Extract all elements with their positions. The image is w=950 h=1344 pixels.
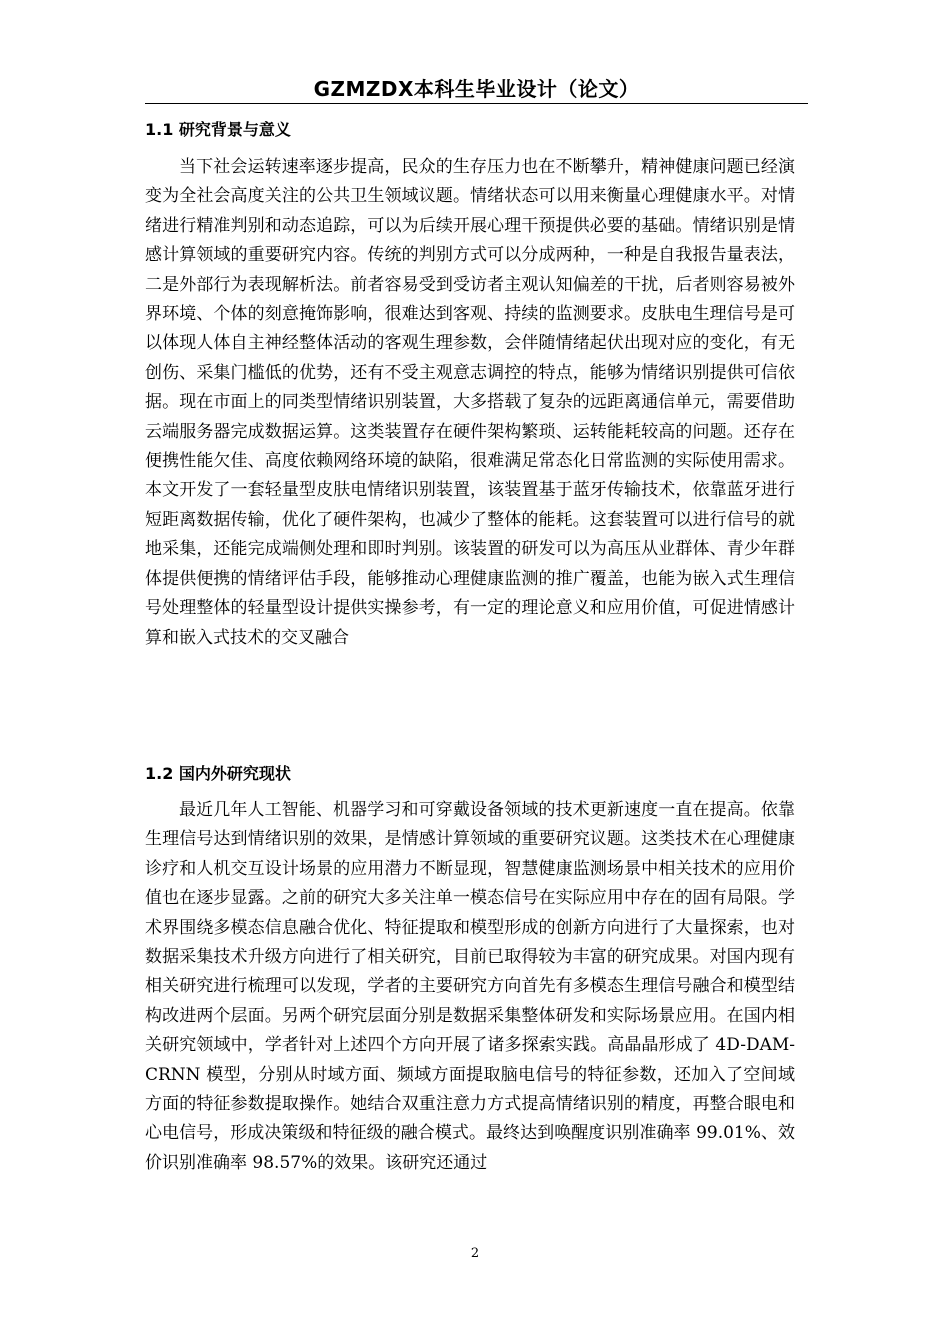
section-heading: 1.2 国内外研究现状 [145, 764, 291, 783]
header-divider [145, 103, 808, 104]
section-research-background [145, 119, 795, 653]
page-number: 2 [470, 1246, 480, 1261]
section-heading: 1.1 研究背景与意义 [145, 120, 291, 139]
section-research-status [145, 763, 795, 1178]
section-paragraph: 当下社会运转速率逐步提高，民众的生存压力也在不断攀升，精神健康问题已经演变为全社会高度关注的公共卫生领域议题。情绪状态可以用来衡量心理健康水平。对情绪进行精准判别和动态追踪，可以为后续开展心理干预提供必要的基础。情绪识别是情感计算领域的重要研究内容。传统的判别方式可以分成两种，一种是自我报告量表法，二是外部行为表现解析法。前者容易受到受访者主观认知偏差的干扰，后者则容易被外界环境、个体的刻意掩饰影响，很难达到客观、持续的监测要求。皮肤电生理信号是可以体现人体自主神经整体活动的客观生理参数，会伴随情绪起伏出现对应的变化，有无创伤、采集门槛低的优势，还有不受主观意志调控的特点，能够为情绪识别提供可信依据。现在市面上的同类型情绪识别装置，大多搭载了复杂的远距离通信单元，需要借助云端服务器完成数据运算。这类装置存在硬件架构繁琐、运转能耗较高的问题。还存在便携性能欠佳、高度依赖网络环境的缺陷，很难满足常态化日常监测的实际使用需求。本文开发了一套轻量型皮肤电情绪识别装置，该装置基于蓝牙传输技术，依靠蓝牙进行短距离数据传输，优化了硬件架构，也减少了整体的能耗。这套装置可以进行信号的就地采集，还能完成端侧处理和即时判别。该装置的研发可以为高压从业群体、青少年群体提供便携的情绪评估手段，能够推动心理健康监测的推广覆盖，也能为嵌入式生理信号处理整体的轻量型设计提供实操参考，有一定的理论意义和应用价值，可促进情感计算和嵌入式技术的交叉融合 [145, 157, 795, 648]
page-header-title: GZMZDX本科生毕业设计（论文） [313, 77, 640, 101]
section-paragraph: 最近几年人工智能、机器学习和可穿戴设备领域的技术更新速度一直在提高。依靠生理信号达到情绪识别的效果，是情感计算领域的重要研究议题。这类技术在心理健康诊疗和人机交互设计场景的应用潜力不断显现，智慧健康监测场景中相关技术的应用价值也在逐步显露。之前的研究大多关注单一模态信号在实际应用中存在的固有局限。学术界围绕多模态信息融合优化、特征提取和模型形成的创新方向进行了大量探索，也对数据采集技术升级方向进行了相关研究，目前已取得较为丰富的研究成果。对国内现有相关研究进行梳理可以发现，学者的主要研究方向首先有多模态生理信号融合和模型结构改进两个层面。另两个研究层面分别是数据采集整体研发和实际场景应用。在国内相关研究领域中，学者针对上述四个方向开展了诸多探索实践。高晶晶形成了 4D-DAM-CRNN 模型，分别从时域方面、频域方面提取脑电信号的特征参数，还加入了空间域方面的特征参数提取操作。她结合双重注意力方式提高情绪识别的精度，再整合眼电和心电信号，形成决策级和特征级的融合模式。最终达到唤醒度识别准确率 99.01%、效价识别准确率 98.57%的效果。该研究还通过 [145, 800, 795, 1173]
